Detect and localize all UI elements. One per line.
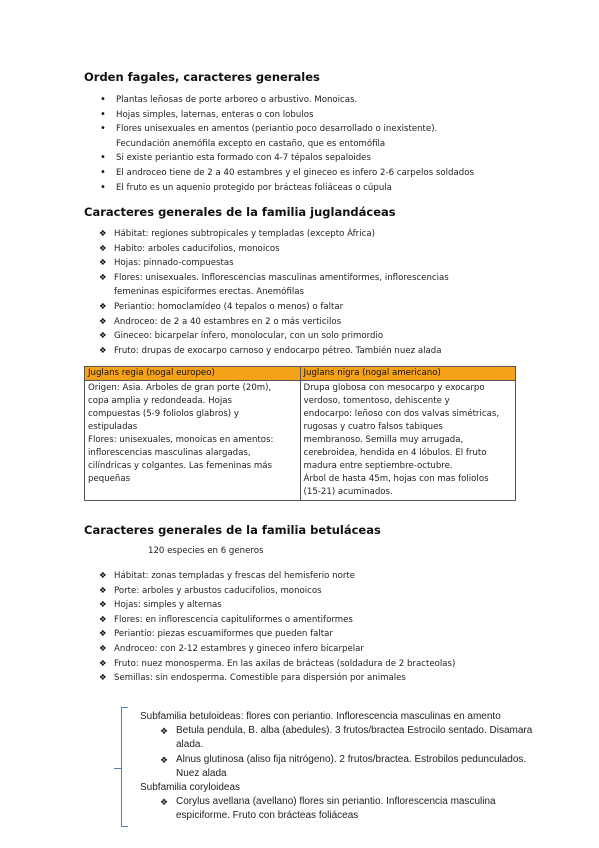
list-item: ❖ Androceo: con 2-12 estambres y gineceo infero bicarpelar — [84, 642, 455, 657]
list-item: ❖ Flores: unisexuales. Inflorescencias masculinas amentiformes, inflorescencias femeninas espiciformes erectas. Anemófilas — [84, 271, 449, 300]
table-header-juglans-nigra: Juglans nigra (nogal americano) — [300, 367, 516, 381]
betulaceas-list — [84, 569, 455, 686]
juglans-comparison-table — [84, 366, 516, 501]
list-item: ❖ Alnus glutinosa (aliso fija nitrógeno). 2 frutos/bractea. Estrobilos pedunculados. Nuez alada — [140, 753, 560, 781]
list-item: ❖ Hábitat: regiones subtropicales y templadas (excepto África) — [84, 227, 449, 242]
list-item: ❖ Corylus avellana (avellano) flores sin periantio. Inflorescencia masculina espiciforme. Fruto con brácteas foliáceas — [140, 795, 560, 823]
juglandaceas-list — [84, 227, 449, 358]
grouping-brace-tick — [114, 768, 122, 769]
list-item: • Plantas leñosas de porte arboreo o arbustivo. Monoicas. — [84, 93, 474, 108]
list-item: • Flores unisexuales en amentos (periantio poco desarrollado o inexistente). Fecundación anemófila excepto en castaño, que es entomófila — [84, 122, 474, 151]
list-item: ❖ Androceo: de 2 a 40 estambres en 2 o más verticilos — [84, 315, 449, 330]
list-item: ❖ Hojas: pinnado-compuestas — [84, 256, 449, 271]
list-item: ❖ Hojas: simples y alternas — [84, 598, 455, 613]
grouping-brace — [121, 707, 128, 827]
section-title-betulaceas: Caracteres generales de la familia betuláceas — [84, 523, 381, 537]
betuloideas-list — [140, 724, 560, 781]
fagales-list — [84, 93, 474, 195]
list-item: • El fruto es un aquenio protegido por brácteas foliáceas o cúpula — [84, 181, 474, 196]
section-title-juglandaceas: Caracteres generales de la familia juglandáceas — [84, 205, 396, 219]
subfamily-betuloideas-title: Subfamilia betuloideas: flores con periantio. Inflorescencia masculinas en amento — [140, 711, 501, 722]
list-item: • Hojas simples, laternas, enteras o con lobulos — [84, 108, 474, 123]
list-item: ❖ Periantio: homoclamídeo (4 tepalos o menos) o faltar — [84, 300, 449, 315]
subfamily-coryloideas-title: Subfamilia coryloideas — [140, 782, 241, 794]
table-header-juglans-regia: Juglans regia (nogal europeo) — [85, 367, 301, 381]
list-item: ❖ Periantio: piezas escuamiformes que pueden faltar — [84, 627, 455, 642]
section-title-fagales: Orden fagales, caracteres generales — [84, 70, 320, 84]
list-item: ❖ Porte: arboles y arbustos caducifolios, monoicos — [84, 584, 455, 599]
subfamilies-block — [140, 710, 560, 824]
list-item: ❖ Fruto: nuez monosperma. En las axilas de brácteas (soldadura de 2 bracteolas) — [84, 657, 455, 672]
list-item: ❖ Gineceo: bicarpelar ínfero, monolocular, con un solo primordio — [84, 329, 449, 344]
list-item: ❖ Hábitat: zonas templadas y frescas del hemisferio norte — [84, 569, 455, 584]
list-item: • El androceo tiene de 2 a 40 estambres y el gineceo es infero 2-6 carpelos soldados — [84, 166, 474, 181]
list-item: • Si existe periantio esta formado con 4-7 tépalos sepaloides — [84, 151, 474, 166]
table-cell-juglans-regia: Origen: Asia. Arboles de gran porte (20m), copa amplia y redondeada. Hojas compuestas (5-9 foliolos glabros) y estipuladas Flores: unisexuales, monoicas en amentos: inflorescencias masculinas alargadas, cilíndricas y colgantes. Las femeninas más pequeñas — [85, 381, 301, 501]
list-item: ❖ Semillas: sin endosperma. Comestible para dispersión por animales — [84, 671, 455, 686]
list-item: ❖ Betula pendula, B. alba (abedules). 3 frutos/bractea Estrocilo sentado. Disamara alada. — [140, 724, 560, 752]
list-item: ❖ Fruto: drupas de exocarpo carnoso y endocarpo pétreo. También nuez alada — [84, 344, 449, 359]
coryloideas-list — [140, 795, 560, 823]
list-item: ❖ Flores: en inflorescencia capituliformes o amentiformes — [84, 613, 455, 628]
list-item: ❖ Habito: arboles caducifolios, monoicos — [84, 242, 449, 257]
table-cell-juglans-nigra: Drupa globosa con mesocarpo y exocarpo verdoso, tomentoso, dehiscente y endocarpo: leñoso con dos valvas simétricas, rugosas y cuatro falsos tabiques membranoso. Semilla muy arrugada, cerebroidea, hendida en 4 lóbulos. El fruto madura entre septiembre-octubre. Árbol de hasta 45m, hojas con mas foliolos (15-21) acuminados. — [300, 381, 516, 501]
species-count-note: 120 especies en 6 generos — [148, 546, 264, 556]
